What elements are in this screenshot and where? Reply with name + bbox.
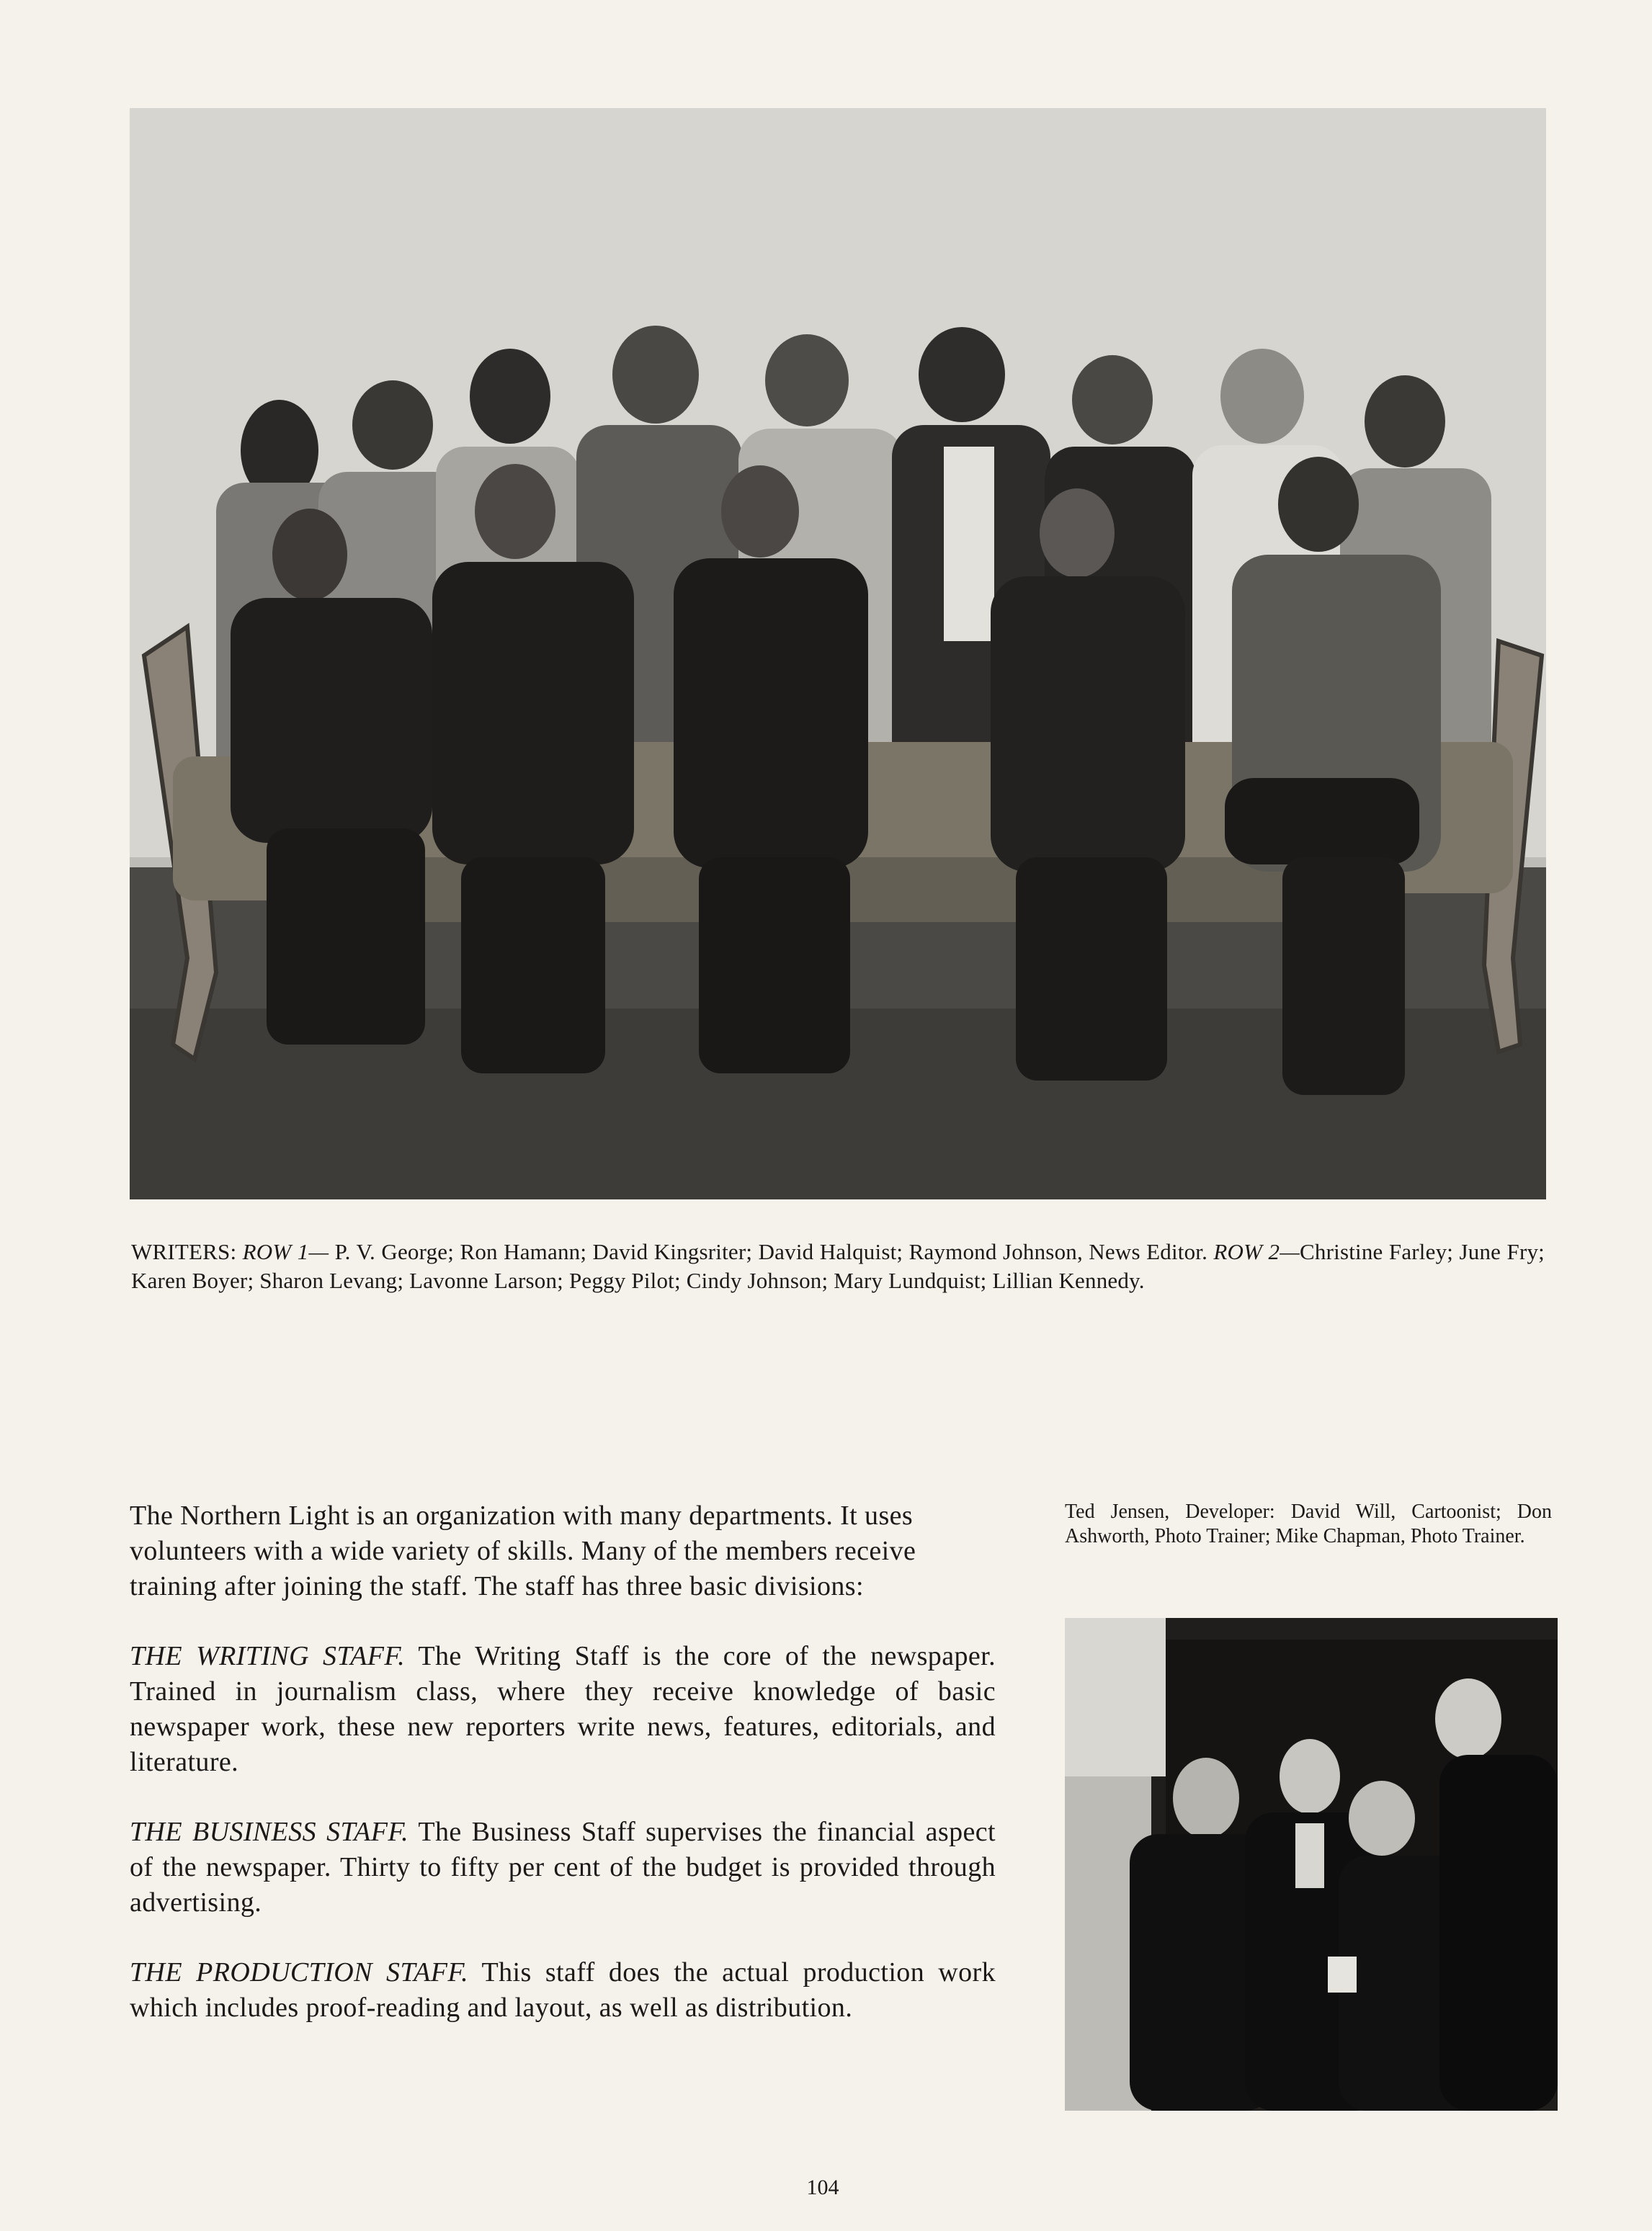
production-staff-heading: THE PRODUCTION STAFF. [130,1957,468,1988]
business-staff-heading: THE BUSINESS STAFF. [130,1817,409,1847]
caption-row1-names: P. V. George; Ron Hamann; David Kingsriter; David Halquist; Raymond Johnson, News Editor. [329,1239,1214,1264]
writers-caption [131,1238,1545,1295]
business-staff-text: The Business Staff supervises the financial aspect of the newspaper. Thirty to fifty per cent of the budget is provided through advertising. [130,1817,996,1918]
writing-staff-text: The Writing Staff is the core of the newspaper. Trained in journalism class, where they receive knowledge of basic newspaper work, these new reporters write news, features, editorials, and literature. [130,1641,996,1777]
side-photo-caption: Ted Jensen, Developer: David Will, Cartoonist; Don Ashworth, Photo Trainer; Mike Chapman, Photo Trainer. [1065,1501,1552,1547]
production-staff-paragraph [130,1955,996,2026]
production-staff-text: This staff does the actual production work which includes proof-reading and layout, as well as distribution. [130,1957,996,2023]
caption-row1-label: ROW 1— [242,1239,329,1264]
body-text [130,1498,996,2060]
photo-staff-photo [1065,1618,1558,2111]
writing-staff-paragraph [130,1639,996,1780]
caption-row2-names: Christine Farley; June Fry; Karen Boyer; Sharon Levang; Lavonne Larson; Peggy Pilot; Cindy Johnson; Mary Lundquist; Lillian Kennedy. [131,1239,1545,1293]
page-number: 104 [806,2176,839,2199]
caption-lead: WRITERS: [131,1239,243,1264]
caption-row2-label: ROW 2— [1213,1239,1300,1264]
intro-paragraph: The Northern Light is an organization with many departments. It uses volunteers with a wide variety of skills. Many of the members receive training after joining the staff. The staff has three basic divisions: [130,1501,916,1601]
writers-group-photo [130,108,1546,1199]
writing-staff-heading: THE WRITING STAFF. [130,1641,405,1671]
business-staff-paragraph [130,1815,996,1921]
